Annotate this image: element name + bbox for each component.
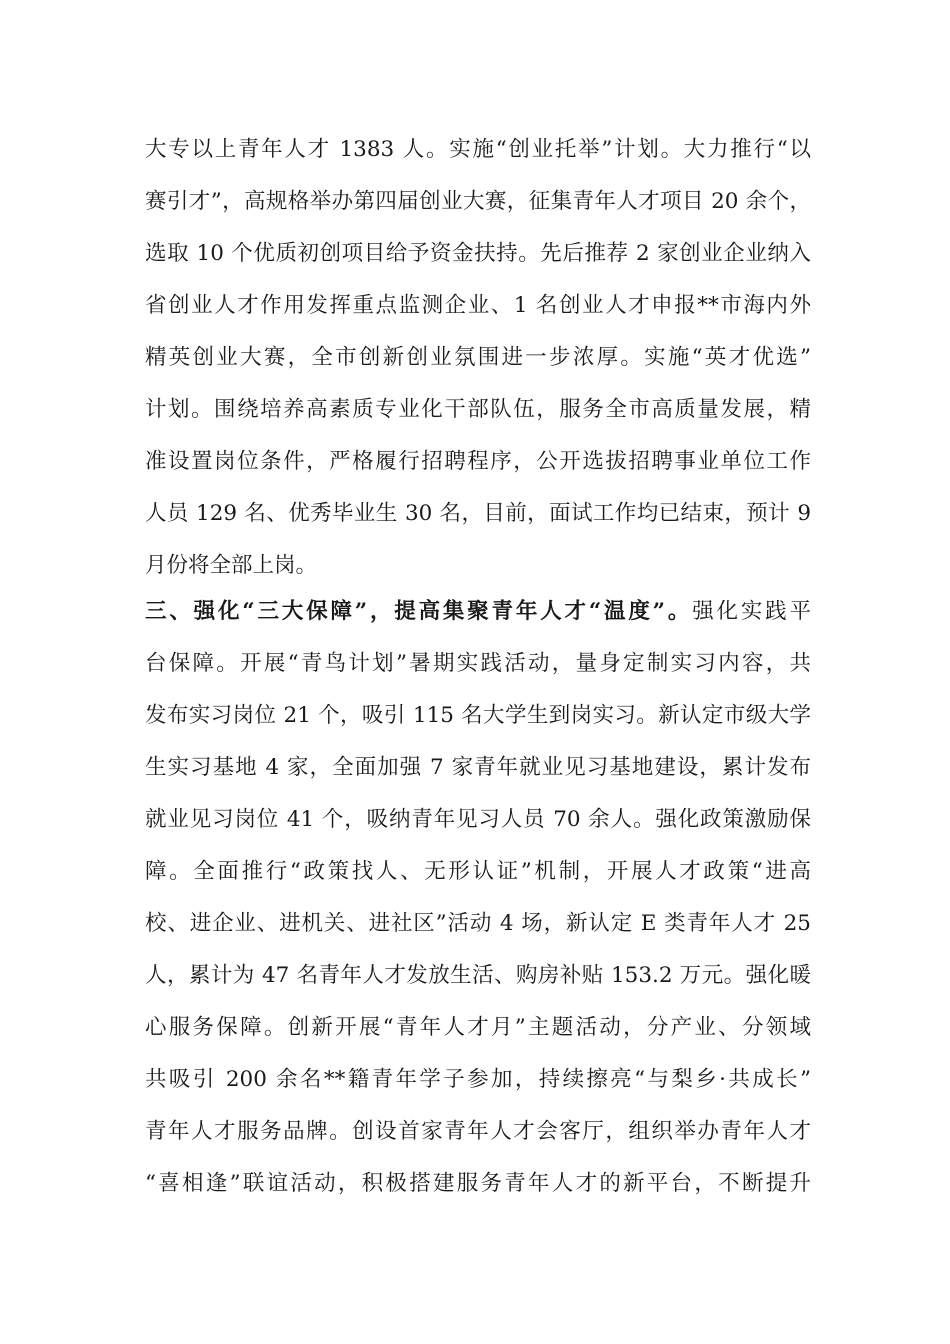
text-line: 生实习基地 4 家，全面加强 7 家青年就业见习基地建设，累计发布 xyxy=(145,755,811,780)
text-line: 心服务保障。创新开展“青年人才月”主题活动，分产业、分领域 xyxy=(145,1015,811,1040)
text-line: 人员 129 名、优秀毕业生 30 名，目前，面试工作均已结束，预计 9 xyxy=(145,501,811,526)
text-line: 月份将全部上岗。 xyxy=(145,553,318,578)
text-line: 青年人才服务品牌。创设首家青年人才会客厅，组织举办青年人才 xyxy=(145,1119,811,1144)
text-line: 准设置岗位条件，严格履行招聘程序，公开选拔招聘事业单位工作 xyxy=(145,449,811,474)
text-line: 省创业人才作用发挥重点监测企业、1 名创业人才申报**市海内外 xyxy=(145,293,811,318)
text-line: 发布实习岗位 21 个，吸引 115 名大学生到岗实习。新认定市级大学 xyxy=(145,703,811,728)
text-line: 共吸引 200 余名**籍青年学子参加，持续擦亮“与梨乡·共成长” xyxy=(145,1067,811,1092)
text-line: 赛引才”，高规格举办第四届创业大赛，征集青年人才项目 20 余个， xyxy=(145,189,811,214)
text-line-with-heading xyxy=(145,586,811,638)
heading-line-rest: 强化实践平 xyxy=(692,599,811,624)
text-line: 校、进企业、进机关、进社区”活动 4 场，新认定 E 类青年人才 25 xyxy=(145,911,811,936)
text-line: 就业见习岗位 41 个，吸纳青年见习人员 70 余人。强化政策激励保 xyxy=(145,807,811,832)
text-line: 障。全面推行“政策找人、无形认证”机制，开展人才政策“进高 xyxy=(145,859,811,884)
text-line: 选取 10 个优质初创项目给予资金扶持。先后推荐 2 家创业企业纳入 xyxy=(145,241,811,266)
paragraph-three-guarantees xyxy=(145,586,811,1210)
section-heading: 三、强化“三大保障”，提高集聚青年人才“温度”。 xyxy=(145,599,693,624)
text-line: 精英创业大赛，全市创新创业氛围进一步浓厚。实施“英才优选” xyxy=(145,345,811,370)
text-line: 大专以上青年人才 1383 人。实施“创业托举”计划。大力推行“以 xyxy=(145,137,811,162)
text-line: 台保障。开展“青鸟计划”暑期实践活动，量身定制实习内容，共 xyxy=(145,651,811,676)
text-line: 计划。围绕培养高素质专业化干部队伍，服务全市高质量发展，精 xyxy=(145,397,811,422)
text-line: “喜相逢”联谊活动，积极搭建服务青年人才的新平台，不断提升 xyxy=(145,1171,811,1196)
text-line: 人，累计为 47 名青年人才发放生活、购房补贴 153.2 万元。强化暖 xyxy=(145,963,811,988)
paragraph-talent-programs xyxy=(145,124,811,592)
